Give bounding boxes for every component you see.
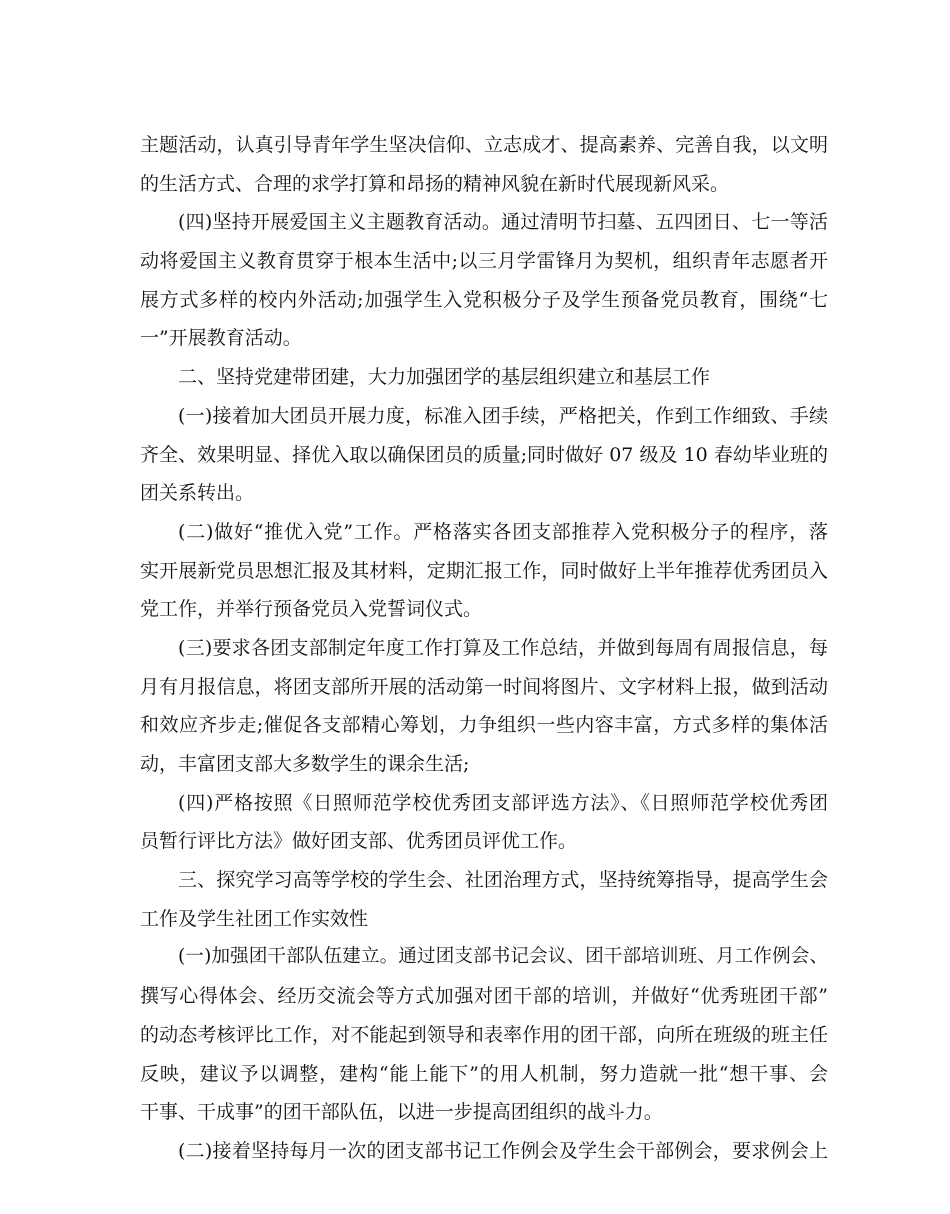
text-line: 展方式多样的校内外活动;加强学生入党积极分子及学生预备党员教育，围绕“七 bbox=[140, 288, 828, 311]
text-line: 党工作，并举行预备党员入党誓词仪式。 bbox=[140, 598, 483, 621]
text-line: 反映，建议予以调整，建构“能上能下”的用人机制，努力造就一批“想干事、会 bbox=[140, 1062, 828, 1085]
document-body bbox=[140, 126, 828, 1171]
text-line: 和效应齐步走;催促各支部精心筹划，力争组织一些内容丰富，方式多样的集体活 bbox=[140, 714, 828, 737]
text-line: (三)要求各团支部制定年度工作打算及工作总结，并做到每周有周报信息，每 bbox=[178, 636, 828, 659]
text-line: 实开展新党员思想汇报及其材料，定期汇报工作，同时做好上半年推荐优秀团员入 bbox=[140, 559, 828, 582]
text-line: (一)接着加大团员开展力度，标准入团手续，严格把关，作到工作细致、手续 bbox=[178, 404, 828, 427]
text-line: 二、坚持党建带团建，大力加强团学的基层组织建立和基层工作 bbox=[178, 366, 711, 389]
text-line: 干事、干成事”的团干部队伍，以进一步提高团组织的战斗力。 bbox=[140, 1101, 663, 1124]
text-line: 员暂行评比方法》做好团支部、优秀团员评优工作。 bbox=[140, 830, 578, 853]
text-line: 一”开展教育活动。 bbox=[140, 327, 302, 350]
text-line: 动将爱国主义教育贯穿于根本生活中;以三月学雷锋月为契机，组织青年志愿者开 bbox=[140, 250, 828, 273]
text-line: 月有月报信息，将团支部所开展的活动第一时间将图片、文字材料上报，做到活动 bbox=[140, 675, 828, 698]
text-line: (二)接着坚持每月一次的团支部书记工作例会及学生会干部例会，要求例会上 bbox=[178, 1139, 828, 1162]
text-line: 工作及学生社团工作实效性 bbox=[140, 907, 369, 930]
text-line: 主题活动，认真引导青年学生坚决信仰、立志成才、提高素养、完善自我，以文明 bbox=[140, 134, 828, 156]
text-line: 团关系转出。 bbox=[140, 482, 255, 505]
text-line: 齐全、效果明显、择优入取以确保团员的质量;同时做好 07 级及 10 春幼毕业班的 bbox=[140, 443, 828, 466]
text-line: (二)做好“推优入党”工作。严格落实各团支部推荐入党积极分子的程序，落 bbox=[178, 520, 828, 543]
text-line: (四)严格按照《日照师范学校优秀团支部评选方法》、《日照师范学校优秀团 bbox=[178, 791, 828, 814]
text-line: 撰写心得体会、经历交流会等方式加强对团干部的培训，并做好“优秀班团干部” bbox=[140, 985, 828, 1008]
text-line: 的生活方式、合理的求学打算和昂扬的精神风貌在新时代展现新风采。 bbox=[140, 172, 730, 195]
text-line: 三、探究学习高等学校的学生会、社团治理方式，坚持统筹指导，提高学生会 bbox=[178, 869, 828, 892]
text-line: 动，丰富团支部大多数学生的课余生活; bbox=[140, 753, 470, 775]
text-line: (一)加强团干部队伍建立。通过团支部书记会议、团干部培训班、月工作例会、 bbox=[178, 946, 828, 968]
text-line: (四)坚持开展爱国主义主题教育活动。通过清明节扫墓、五四团日、七一等活 bbox=[178, 211, 828, 234]
text-line: 的动态考核评比工作，对不能起到领导和表率作用的团干部，向所在班级的班主任 bbox=[140, 1023, 828, 1046]
